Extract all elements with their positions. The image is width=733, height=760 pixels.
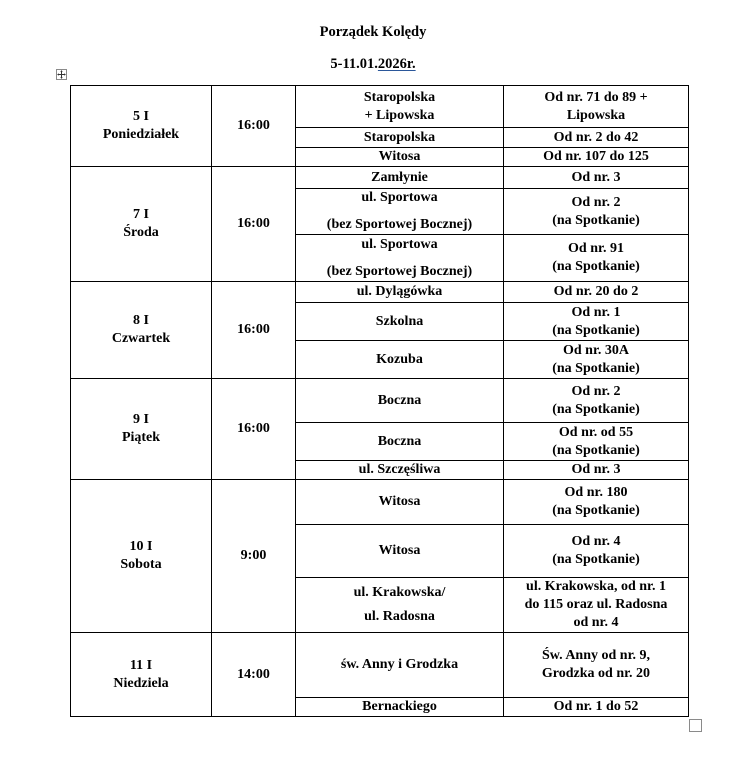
page-title: Porządek Kolędy: [319, 24, 427, 40]
numbers-cell: Od nr. 1 do 52: [504, 698, 689, 717]
street-cell: Staropolska + Lipowska: [296, 86, 504, 128]
numbers-cell: Od nr. 1 (na Spotkanie): [504, 303, 689, 341]
street-cell: Kozuba: [296, 341, 504, 379]
table-row: [71, 480, 689, 525]
numbers-cell: Od nr. 180 (na Spotkanie): [504, 480, 689, 525]
time-cell: 14:00: [212, 633, 296, 717]
numbers-cell: Od nr. 20 do 2: [504, 282, 689, 303]
table-row: [71, 379, 689, 423]
street-cell: Staropolska: [296, 128, 504, 148]
numbers-cell: ul. Krakowska, od nr. 1 do 115 oraz ul. Radosna od nr. 4: [504, 578, 689, 633]
numbers-cell: Od nr. 4 (na Spotkanie): [504, 525, 689, 578]
numbers-cell: Od nr. 2 (na Spotkanie): [504, 189, 689, 235]
numbers-cell: Od nr. 3: [504, 461, 689, 480]
table-row: [71, 282, 689, 303]
street-cell: ul. Krakowska/ ul. Radosna: [296, 578, 504, 633]
time-cell: 16:00: [212, 282, 296, 379]
numbers-cell: Od nr. od 55 (na Spotkanie): [504, 423, 689, 461]
table-row: [71, 167, 689, 189]
schedule-table: [70, 85, 689, 717]
time-cell: 16:00: [212, 86, 296, 167]
numbers-cell: Od nr. 2 do 42: [504, 128, 689, 148]
street-cell: Witosa: [296, 148, 504, 167]
numbers-cell: Św. Anny od nr. 9, Grodzka od nr. 20: [504, 633, 689, 698]
day-cell: 9 I Piątek: [71, 379, 212, 480]
table-row: [71, 633, 689, 698]
numbers-cell: Od nr. 71 do 89 + Lipowska: [504, 86, 689, 128]
day-cell: 8 I Czwartek: [71, 282, 212, 379]
street-cell: Boczna: [296, 379, 504, 423]
street-cell: Bernackiego: [296, 698, 504, 717]
street-cell: Zamłynie: [296, 167, 504, 189]
street-cell: ul. Sportowa (bez Sportowej Bocznej): [296, 235, 504, 282]
street-cell: Szkolna: [296, 303, 504, 341]
street-cell: Witosa: [296, 525, 504, 578]
street-cell: ul. Szczęśliwa: [296, 461, 504, 480]
day-cell: 5 I Poniedziałek: [71, 86, 212, 167]
date-prefix: 5-11.01.: [330, 56, 378, 72]
time-cell: 9:00: [212, 480, 296, 633]
table-move-handle-icon[interactable]: [56, 69, 67, 80]
street-cell: ul. Sportowa (bez Sportowej Bocznej): [296, 189, 504, 235]
numbers-cell: Od nr. 91 (na Spotkanie): [504, 235, 689, 282]
date-range: [0, 56, 733, 73]
street-cell: ul. Dylągówka: [296, 282, 504, 303]
date-year: 2026r.: [377, 56, 416, 72]
numbers-cell: Od nr. 3: [504, 167, 689, 189]
numbers-cell: Od nr. 2 (na Spotkanie): [504, 379, 689, 423]
numbers-cell: Od nr. 107 do 125: [504, 148, 689, 167]
table-resize-handle[interactable]: [689, 719, 702, 732]
numbers-cell: Od nr. 30A (na Spotkanie): [504, 341, 689, 379]
day-cell: 7 I Środa: [71, 167, 212, 282]
street-cell: Boczna: [296, 423, 504, 461]
street-cell: św. Anny i Grodzka: [296, 633, 504, 698]
street-cell: Witosa: [296, 480, 504, 525]
time-cell: 16:00: [212, 379, 296, 480]
day-cell: 10 I Sobota: [71, 480, 212, 633]
day-cell: 11 I Niedziela: [71, 633, 212, 717]
time-cell: 16:00: [212, 167, 296, 282]
table-row: [71, 86, 689, 128]
